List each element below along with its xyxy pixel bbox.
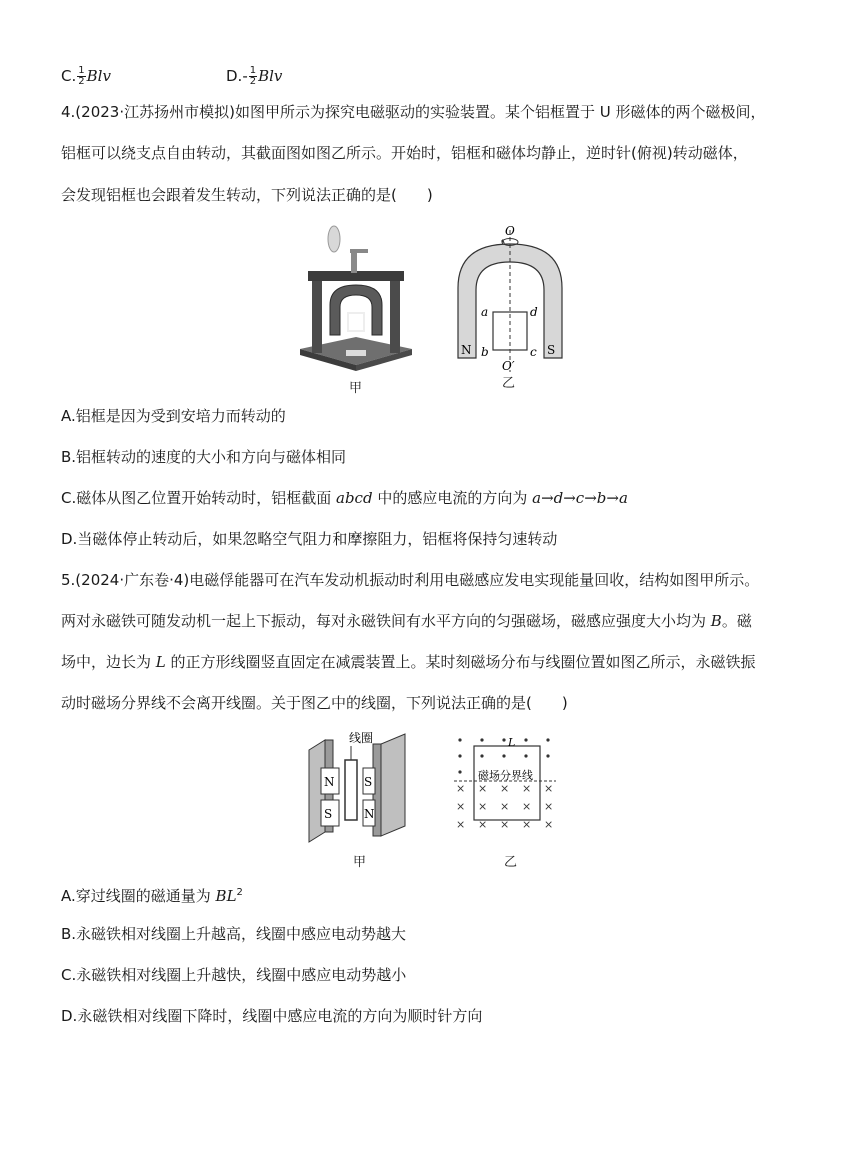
label-c: c — [530, 345, 537, 359]
q4-stem-line-2: 铝框可以绕支点自由转动，其截面图如图乙所示。开始时，铝框和磁体均静止，逆时针(俯视)转动磁体， — [61, 144, 748, 162]
q3-option-c — [61, 66, 111, 87]
svg-text:×: × — [500, 800, 510, 813]
label-O-prime: O′ — [502, 359, 515, 372]
svg-text:×: × — [478, 782, 488, 795]
svg-text:×: × — [456, 800, 466, 813]
q4-stem-line-1: 4.(2023·江苏扬州市模拟)如图甲所示为探究电磁驱动的实验装置。某个铝框置于 U 形磁体的两个磁极间， — [61, 103, 766, 121]
stem-text: 的正方形线圈竖直固定在减震装置上。某时刻磁场分布与线圈位置如图乙所示，永磁铁振 — [165, 653, 756, 671]
fraction-numerator: 1 — [249, 65, 257, 76]
label-N: N — [364, 807, 375, 821]
label-O: O — [505, 224, 515, 238]
svg-text:×: × — [522, 818, 532, 831]
svg-text:×: × — [500, 818, 510, 831]
svg-text:×: × — [478, 800, 488, 813]
apparatus-stand — [346, 350, 366, 356]
fraction — [77, 66, 85, 87]
fraction-denominator: 2 — [78, 76, 85, 87]
svg-text:×: × — [522, 782, 532, 795]
apparatus-pillar-right — [390, 277, 400, 353]
q5-caption-yi: 乙 — [504, 855, 518, 870]
q5-option-c: C.永磁铁相对线圈上升越快，线圈中感应电动势越小 — [61, 966, 407, 984]
q5-stem-line-4: 动时磁场分界线不会离开线圈。关于图乙中的线圈，下列说法正确的是( ) — [61, 694, 568, 712]
option-text: 中的感应电流的方向为 — [372, 489, 533, 507]
svg-text:×: × — [544, 800, 554, 813]
field-into-page-crosses — [456, 782, 553, 831]
stem-text: 场中，边长为 — [61, 653, 156, 671]
svg-text:×: × — [544, 782, 554, 795]
q5-figure-yi — [452, 734, 562, 834]
q5-caption-jia: 甲 — [353, 855, 367, 870]
option-expression: Blv — [86, 67, 111, 85]
apparatus-pillar-left — [312, 277, 322, 353]
svg-text:×: × — [544, 818, 554, 831]
q4-caption-yi: 乙 — [502, 376, 516, 391]
q5-stem-line-1: 5.(2024·广东卷·4)电磁俘能器可在汽车发动机振动时利用电磁感应发电实现能量回收，结构如图甲所示。 — [61, 571, 760, 589]
fraction-denominator: 2 — [249, 76, 257, 87]
svg-text:×: × — [478, 818, 488, 831]
coil — [345, 760, 357, 820]
stem-variable: L — [155, 653, 166, 671]
option-variable: abcd — [336, 489, 373, 507]
label-coil: 线圈 — [349, 731, 374, 745]
q5-option-d: D.永磁铁相对线圈下降时，线圈中感应电流的方向为顺时针方向 — [61, 1007, 483, 1025]
label-field-boundary: 磁场分界线 — [478, 769, 533, 782]
option-expression: Blv — [258, 67, 283, 85]
right-plate — [381, 734, 405, 836]
svg-text:×: × — [522, 800, 532, 813]
option-label: C. — [61, 67, 77, 85]
label-b: b — [481, 345, 489, 359]
label-d: d — [530, 305, 538, 319]
svg-text:×: × — [500, 782, 510, 795]
stem-variable: B — [710, 612, 722, 630]
svg-text:×: × — [456, 818, 466, 831]
label-L: L — [508, 736, 516, 749]
u-magnet — [330, 285, 382, 335]
q4-option-d: D.当磁体停止转动后，如果忽略空气阻力和摩擦阻力，铝框将保持匀速转动 — [61, 530, 558, 548]
q3-option-d — [226, 66, 282, 87]
svg-text:×: × — [456, 782, 466, 795]
q4-option-a: A.铝框是因为受到安培力而转动的 — [61, 407, 286, 425]
stem-text: 两对永磁铁可随发动机一起上下振动，每对永磁铁间有水平方向的匀强磁场，磁感应强度大小均为 — [61, 612, 711, 630]
q5-option-b: B.永磁铁相对线圈上升越高，线圈中感应电动势越大 — [61, 925, 407, 943]
fraction-numerator: 1 — [78, 65, 85, 76]
option-exponent: 2 — [236, 887, 243, 898]
option-variable: a→d→c→b→a — [532, 489, 628, 507]
label-N: N — [324, 775, 335, 789]
q4-figure-jia — [296, 225, 414, 375]
label-N: N — [461, 343, 472, 357]
q5-figure-jia — [305, 730, 415, 848]
q5-stem-line-2 — [61, 611, 752, 631]
q4-option-c — [61, 488, 628, 508]
option-label: D.- — [226, 67, 248, 85]
q5-option-a — [61, 883, 243, 906]
fraction — [249, 66, 257, 87]
apparatus-shaft — [351, 251, 357, 273]
apparatus-crank — [350, 249, 368, 253]
option-text: A.穿过线圈的磁通量为 — [61, 887, 216, 905]
label-S: S — [547, 343, 556, 357]
q4-option-b: B.铝框转动的速度的大小和方向与磁体相同 — [61, 448, 347, 466]
option-text: C.磁体从图乙位置开始转动时，铝框截面 — [61, 489, 337, 507]
q4-stem-line-3: 会发现铝框也会跟着发生转动，下列说法正确的是( ) — [61, 186, 433, 204]
q5-stem-line-3 — [61, 652, 756, 672]
stem-text: 。磁 — [721, 612, 752, 630]
q4-caption-jia: 甲 — [349, 381, 363, 396]
aluminum-frame — [348, 313, 364, 331]
label-S: S — [364, 775, 373, 789]
label-S: S — [324, 807, 333, 821]
label-a: a — [481, 305, 489, 319]
option-variable: BL — [215, 887, 237, 905]
apparatus-handle — [328, 226, 340, 252]
q4-figure-yi — [450, 222, 570, 372]
